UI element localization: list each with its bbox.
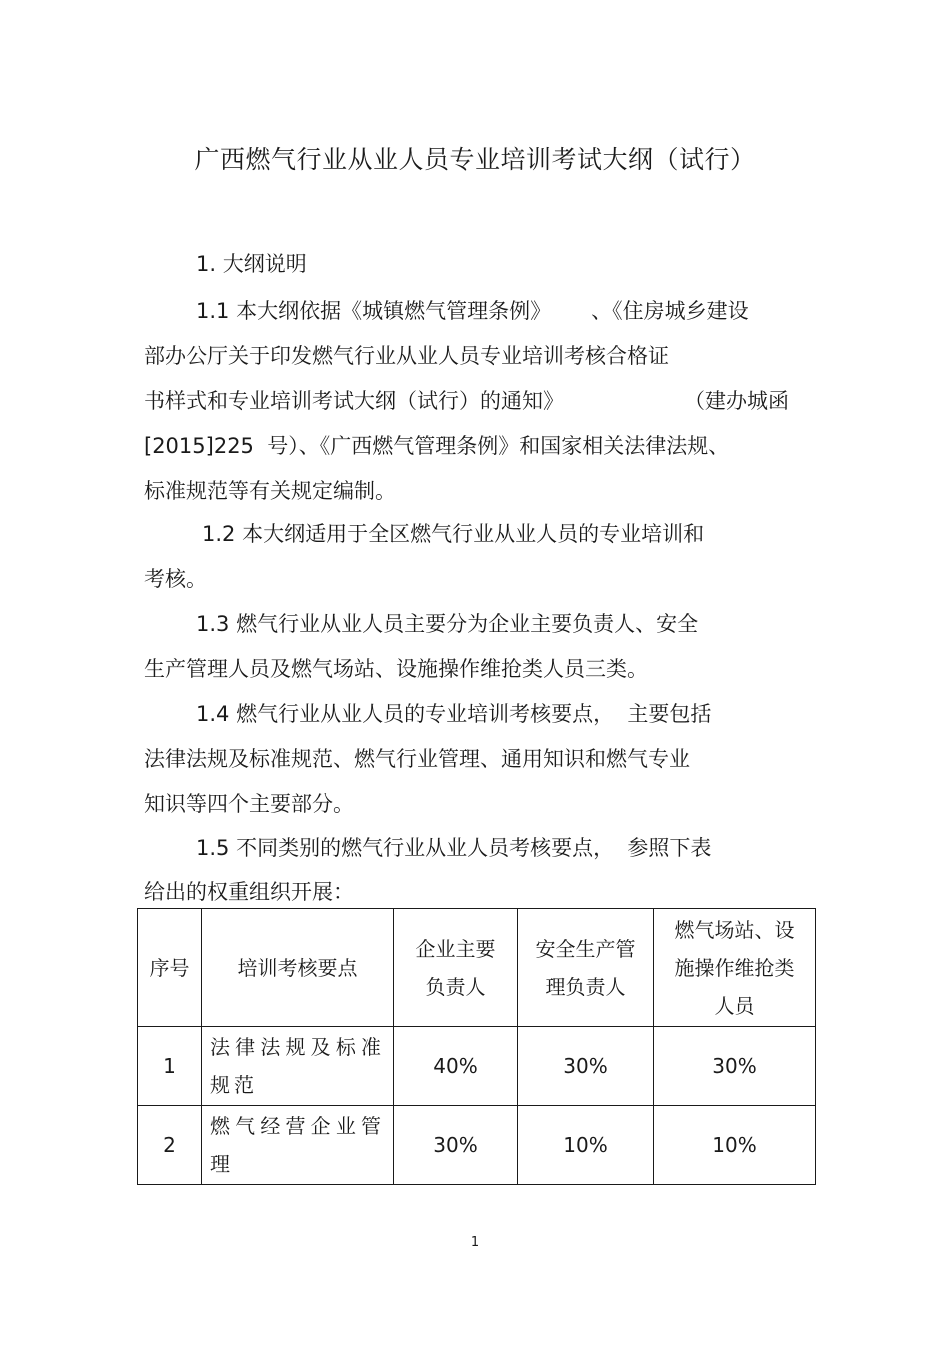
table-row [138,1027,816,1106]
header-cell: 安全生产管理负责人 [518,909,654,1027]
paragraph-line: 1.5 不同类别的燃气行业从业人员考核要点， 参照下表 [196,836,712,860]
table-row [138,1106,816,1185]
table-cell: 燃气经营企业管理 [202,1106,394,1185]
paragraph-line: （建办城函 [684,389,789,413]
paragraph-line: 1.1 本大纲依据《城镇燃气管理条例》 、《住房城乡建设 [196,299,749,323]
paragraph-line: 法律法规及标准规范、燃气行业管理、通用知识和燃气专业 [144,747,690,771]
paragraph-line: 1.3 燃气行业从业人员主要分为企业主要负责人、安全 [196,612,699,636]
paragraph-line: 1.2 本大纲适用于全区燃气行业从业人员的专业培训和 [202,522,705,546]
paragraph-line: 书样式和专业培训考试大纲（试行）的通知》 [144,389,564,413]
header-cell: 燃气场站、设施操作维抢类人员 [654,909,816,1027]
table-header-row [138,909,816,1027]
paragraph-line: 1.4 燃气行业从业人员的专业培训考核要点， 主要包括 [196,702,712,726]
page-number: 1 [470,1235,480,1250]
table-cell: 30% [654,1027,816,1106]
paragraph-line: 标准规范等有关规定编制。 [144,479,396,503]
table-cell: 40% [394,1027,518,1106]
table-cell: 30% [518,1027,654,1106]
header-cell: 序号 [138,909,202,1027]
table-cell: 2 [138,1106,202,1185]
header-cell: 培训考核要点 [202,909,394,1027]
paragraph-line: 知识等四个主要部分。 [144,792,354,816]
table-cell: 1 [138,1027,202,1106]
paragraph-line: [2015]225 号）、《广西燃气管理条例》和国家相关法律法规、 [144,434,730,458]
table-cell: 10% [654,1106,816,1185]
table-cell: 30% [394,1106,518,1185]
paragraph-line: 给出的权重组织开展： [144,880,354,904]
header-cell: 企业主要负责人 [394,909,518,1027]
document-title: 广西燃气行业从业人员专业培训考试大纲（试行） [194,145,756,174]
weight-table [137,908,816,1185]
paragraph-line: 部办公厅关于印发燃气行业从业人员专业培训考核合格证 [144,344,669,368]
paragraph-line: 生产管理人员及燃气场站、设施操作维抢类人员三类。 [144,657,648,681]
paragraph-line: 考核。 [144,567,207,591]
section-heading: 1. 大纲说明 [196,252,307,276]
table-cell: 10% [518,1106,654,1185]
table-cell: 法律法规及标准规范 [202,1027,394,1106]
